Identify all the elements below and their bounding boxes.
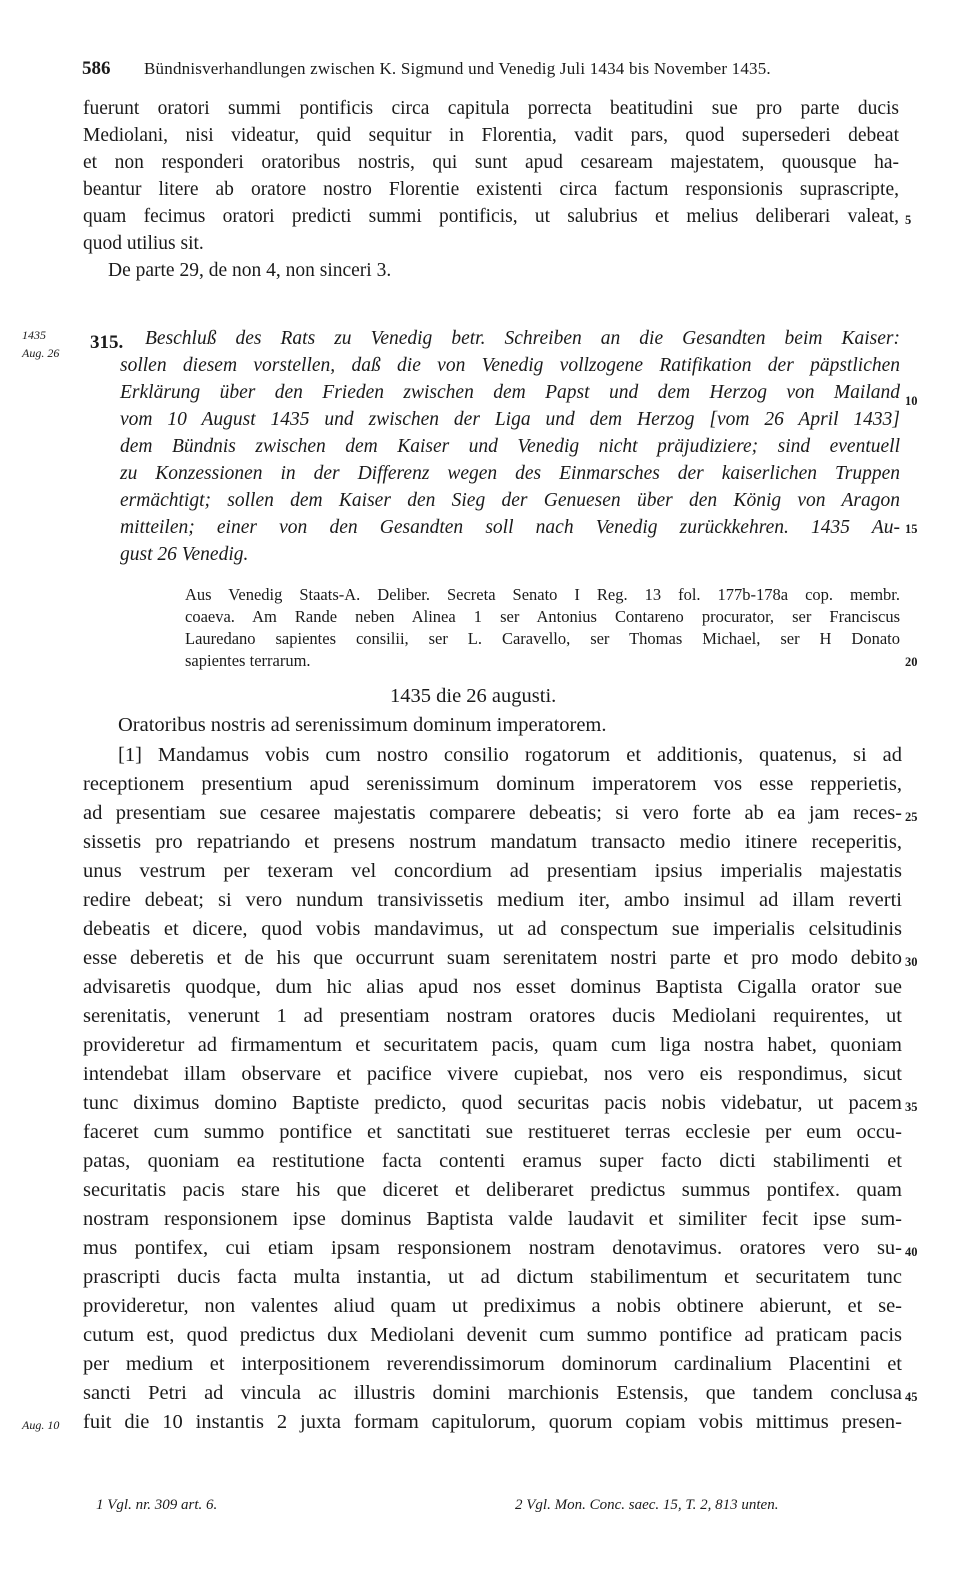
date-heading: 1435 die 26 augusti.: [390, 685, 557, 707]
regest-line: vom 10 August 1435 und zwischen der Liga und dem Herzog [vom 26 April 1433]: [120, 409, 900, 430]
body-line: intendebat illam observare et pacifice vivere cupiebat, nos vero eis respondimus, sicut: [83, 1063, 902, 1085]
regest-line: dem Bündnis zwischen dem Kaiser und Venedig nicht präjudiziere; sind eventuell: [120, 436, 900, 457]
text-line: quam fecimus oratori predicti summi pontificis, ut salubrius et melius deliberari valeat,: [83, 206, 899, 227]
line-number: 15: [905, 522, 918, 536]
footnote-2: 2 Vgl. Mon. Conc. saec. 15, T. 2, 813 unten.: [515, 1497, 779, 1513]
body-line: cutum est, quod predictus dux Mediolani devenit cum summo pontifice ad praticam pacis: [83, 1324, 902, 1346]
body-line: advisaretis quodque, dum hic alias apud nos esset dominus Baptista Cigalla orator sue: [83, 976, 902, 998]
text-line: fuerunt oratori summi pontificis circa capitula porrecta beatitudini sue pro parte ducis: [83, 98, 899, 119]
body-line: debeatis et dicere, quod vobis mandavimus, ut ad conspectum sue imperialis celsitudinis: [83, 918, 902, 940]
body-line: provideretur, non valentes aliud quam ut prediximus a nobis obtinere abierunt, et se-: [83, 1295, 902, 1317]
body-line: tunc diximus domino Baptiste predicto, quod securitas pacis nobis videbatur, ut pacem: [83, 1092, 902, 1114]
document-number: 315.: [90, 332, 124, 353]
body-line: securitatis pacis stare his que diceret et deliberaret predictus summus pontifex. quam: [83, 1179, 902, 1201]
line-number: 5: [905, 213, 912, 227]
body-line: prascripti ducis facta multa instantia, ut ad dictum stabilimentum et securitatem tunc: [83, 1266, 902, 1288]
regest-line: ermächtigt; sollen dem Kaiser den Sieg der Genuesen über den König von Aragon: [120, 490, 900, 511]
text-line: beantur litere ab oratore nostro Florentie existenti circa factum responsionis suprascripte,: [83, 179, 899, 200]
regest-line: Beschluß des Rats zu Venedig betr. Schreiben an die Gesandten beim Kaiser:: [145, 328, 900, 349]
line-number: 45: [905, 1390, 918, 1404]
line-number: 30: [905, 955, 918, 969]
regest-line: gust 26 Venedig.: [120, 544, 249, 565]
address-line: Oratoribus nostris ad serenissimum dominum imperatorem.: [118, 714, 607, 736]
body-line: sissetis pro repatriando et presens nostrum mandatum transacto medio itinere receperitis,: [83, 831, 902, 853]
line-number: 35: [905, 1100, 918, 1114]
body-line: per medium et interpositionem reverendissimorum dominorum cardinalium Placentini et: [83, 1353, 902, 1375]
line-number: 25: [905, 810, 918, 824]
source-line: Aus Venedig Staats-A. Deliber. Secreta Senato I Reg. 13 fol. 177b-178a cop. membr.: [185, 585, 900, 604]
vote-line: De parte 29, de non 4, non sinceri 3.: [108, 260, 392, 281]
margin-year: 1435: [22, 328, 46, 342]
body-line: faceret cum summo pontifice et sanctitati sue restitueret terras ecclesie per eum occu-: [83, 1121, 902, 1143]
body-line: [1] Mandamus vobis cum nostro consilio rogatorum et additionis, quatenus, si ad: [118, 744, 902, 766]
body-line: esse deberetis et de his que occurrunt suam serenitatem nostri parte et pro modo debito: [83, 947, 902, 969]
source-line: Lauredano sapientes consilii, ser L. Caravello, ser Thomas Michael, ser H Donato: [185, 629, 900, 648]
body-line: patas, quoniam ea restitutione facta contenti eramus super facto dicti stabilimenti et: [83, 1150, 902, 1172]
body-line: ad presentiam sue cesaree majestatis comparere debeatis; si vero forte ab ea jam reces-: [83, 802, 902, 824]
line-number: 40: [905, 1245, 918, 1259]
margin-date: Aug. 26: [22, 346, 60, 360]
regest-line: mitteilen; einer von den Gesandten soll nach Venedig zurückkehren. 1435 Au-: [120, 517, 900, 538]
body-line: fuit die 10 instantis 2 juxta formam capitulorum, quorum copiam vobis mittimus presen-: [83, 1411, 902, 1433]
source-line: sapientes terrarum.: [185, 651, 311, 670]
body-line: serenitatis, venerunt 1 ad presentiam nostram oratores ducis Mediolani requirentes, ut: [83, 1005, 902, 1027]
text-line: et non responderi oratoribus nostris, qui sunt apud cesaream majestatem, quousque ha-: [83, 152, 899, 173]
line-number: 20: [905, 655, 918, 669]
body-line: provideretur ad firmamentum et securitatem pacis, quam cum liga nostra habet, quoniam: [83, 1034, 902, 1056]
footnote-1: 1 Vgl. nr. 309 art. 6.: [96, 1497, 218, 1513]
source-line: coaeva. Am Rande neben Alinea 1 ser Antonius Contareno procurator, ser Franciscus: [185, 607, 900, 626]
page-number: 586: [82, 58, 111, 79]
text-line: Mediolani, nisi videatur, quid sequitur in Florentia, vadit pars, quod supersederi debeat: [83, 125, 899, 146]
running-title: Bündnisverhandlungen zwischen K. Sigmund und Venedig Juli 1434 bis November 1435.: [144, 59, 771, 78]
regest-line: zu Konzessionen in der Differenz wegen des Einmarsches der kaiserlichen Truppen: [120, 463, 900, 484]
body-line: receptionem presentium apud serenissimum dominum imperatorem vos esse repperietis,: [83, 773, 902, 795]
regest-line: sollen diesem vorstellen, daß die von Venedig vollzogene Ratifikation der päpstlichen: [120, 355, 900, 376]
running-header: [82, 58, 912, 86]
text-line: quod utilius sit.: [83, 233, 204, 254]
body-line: redire debeat; si vero nundum transivissetis medium iter, ambo insimul ad illam reverti: [83, 889, 902, 911]
margin-date: Aug. 10: [22, 1418, 60, 1432]
body-line: nostram responsionem ipse dominus Baptista valde laudavit et similiter fecit ipse sum-: [83, 1208, 902, 1230]
body-line: mus pontifex, cui etiam ipsam responsionem nostram denotavimus. oratores vero su-: [83, 1237, 902, 1259]
body-line: sancti Petri ad vincula ac illustris domini marchionis Estensis, que tandem conclusa: [83, 1382, 902, 1404]
regest-line: Erklärung über den Frieden zwischen dem Papst und dem Herzog von Mailand: [120, 382, 900, 403]
body-line: unus vestrum per texeram vel concordium ad presentiam ipsius imperialis majestatis: [83, 860, 902, 882]
line-number: 10: [905, 394, 918, 408]
